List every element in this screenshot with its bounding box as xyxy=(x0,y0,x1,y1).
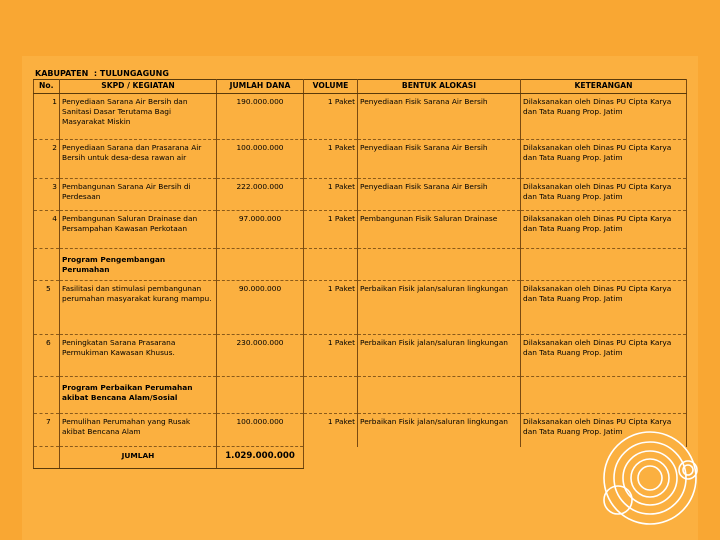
allocation-table xyxy=(33,79,687,469)
row-bentuk: Pembangunan Fisik Saluran Drainase xyxy=(358,211,521,249)
total-value: 1.029.000.000 xyxy=(217,447,304,469)
row-kegiatan: Fasilitasi dan stimulasi pembangunan perumahan masyarakat kurang mampu. xyxy=(60,281,217,335)
row-number: 6 xyxy=(34,335,60,377)
column-header-dana: JUMLAH DANA xyxy=(217,80,304,94)
table-row xyxy=(34,94,687,140)
row-volume: 1 Paket xyxy=(304,94,358,140)
total-label: JUMLAH xyxy=(60,447,217,469)
program-heading: Program Perbaikan Perumahan akibat Bencana Alam/Sosial xyxy=(60,377,217,414)
kabupaten-label: KABUPATEN xyxy=(35,69,89,78)
program-heading-row xyxy=(34,377,687,414)
row-bentuk: Perbaikan Fisik jalan/saluran lingkungan xyxy=(358,281,521,335)
row-number: 4 xyxy=(34,211,60,249)
row-bentuk: Penyediaan Fisik Sarana Air Bersih xyxy=(358,94,521,140)
row-dana: 230.000.000 xyxy=(217,335,304,377)
table-row xyxy=(34,281,687,335)
total-row xyxy=(34,447,687,469)
row-number: 1 xyxy=(34,94,60,140)
row-number: 2 xyxy=(34,140,60,179)
row-kegiatan: Pembangunan Sarana Air Bersih di Perdesaan xyxy=(60,179,217,211)
row-dana: 100.000.000 xyxy=(217,414,304,447)
row-volume: 1 Paket xyxy=(304,179,358,211)
column-header-volume: VOLUME xyxy=(304,80,358,94)
column-header-keterangan: KETERANGAN xyxy=(521,80,687,94)
row-kegiatan: Peningkatan Sarana Prasarana Permukiman Kawasan Khusus. xyxy=(60,335,217,377)
row-bentuk: Penyediaan Fisik Sarana Air Bersih xyxy=(358,140,521,179)
row-keterangan: Dilaksanakan oleh Dinas PU Cipta Karya dan Tata Ruang Prop. Jatim xyxy=(521,140,687,179)
row-dana: 97.000.000 xyxy=(217,211,304,249)
row-number: 7 xyxy=(34,414,60,447)
table-row xyxy=(34,179,687,211)
column-header-kegiatan: SKPD / KEGIATAN xyxy=(60,80,217,94)
row-volume: 1 Paket xyxy=(304,335,358,377)
row-keterangan: Dilaksanakan oleh Dinas PU Cipta Karya dan Tata Ruang Prop. Jatim xyxy=(521,335,687,377)
row-bentuk: Penyediaan Fisik Sarana Air Bersih xyxy=(358,179,521,211)
row-kegiatan: Penyediaan Sarana dan Prasarana Air Bersih untuk desa-desa rawan air xyxy=(60,140,217,179)
row-number: 5 xyxy=(34,281,60,335)
program-heading: Program Pengembangan Perumahan xyxy=(60,249,217,281)
kabupaten-value: : TULUNGAGUNG xyxy=(93,69,169,78)
column-header-no: No. xyxy=(34,80,60,94)
table-row xyxy=(34,335,687,377)
row-volume: 1 Paket xyxy=(304,414,358,447)
program-heading-row xyxy=(34,249,687,281)
row-bentuk: Perbaikan Fisik jalan/saluran lingkungan xyxy=(358,414,521,447)
row-volume: 1 Paket xyxy=(304,211,358,249)
row-kegiatan: Pembangunan Saluran Drainase dan Persampahan Kawasan Perkotaan xyxy=(60,211,217,249)
row-keterangan: Dilaksanakan oleh Dinas PU Cipta Karya dan Tata Ruang Prop. Jatim xyxy=(521,414,687,447)
row-dana: 100.000.000 xyxy=(217,140,304,179)
table-header-row xyxy=(34,80,687,94)
row-volume: 1 Paket xyxy=(304,281,358,335)
table-row xyxy=(34,140,687,179)
row-kegiatan: Penyediaan Sarana Air Bersih dan Sanitasi Dasar Terutama Bagi Masyarakat Miskin xyxy=(60,94,217,140)
row-bentuk: Perbaikan Fisik jalan/saluran lingkungan xyxy=(358,335,521,377)
row-dana: 222.000.000 xyxy=(217,179,304,211)
row-kegiatan: Pemulihan Perumahan yang Rusak akibat Bencana Alam xyxy=(60,414,217,447)
row-keterangan: Dilaksanakan oleh Dinas PU Cipta Karya dan Tata Ruang Prop. Jatim xyxy=(521,211,687,249)
row-number: 3 xyxy=(34,179,60,211)
row-dana: 190.000.000 xyxy=(217,94,304,140)
row-volume: 1 Paket xyxy=(304,140,358,179)
table-row xyxy=(34,414,687,447)
row-keterangan: Dilaksanakan oleh Dinas PU Cipta Karya dan Tata Ruang Prop. Jatim xyxy=(521,179,687,211)
row-keterangan: Dilaksanakan oleh Dinas PU Cipta Karya dan Tata Ruang Prop. Jatim xyxy=(521,281,687,335)
row-keterangan: Dilaksanakan oleh Dinas PU Cipta Karya dan Tata Ruang Prop. Jatim xyxy=(521,94,687,140)
row-dana: 90.000.000 xyxy=(217,281,304,335)
kabupaten-heading xyxy=(35,69,169,78)
table-row xyxy=(34,211,687,249)
column-header-bentuk: BENTUK ALOKASI xyxy=(358,80,521,94)
